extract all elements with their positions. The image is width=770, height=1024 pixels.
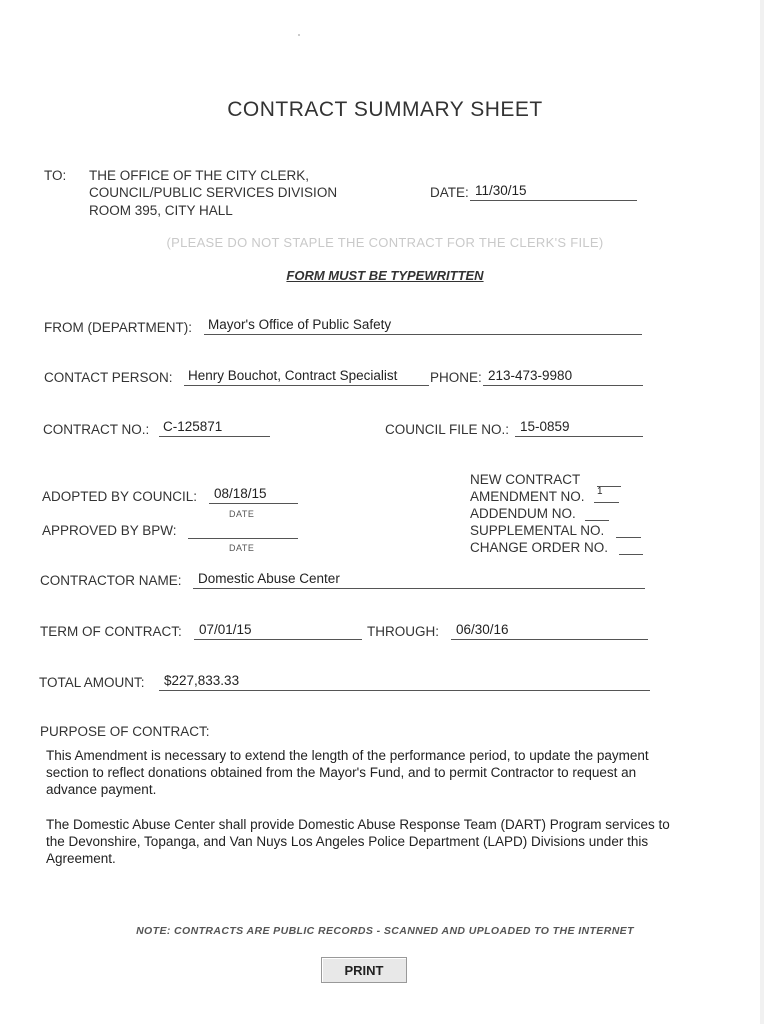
contractor-underline <box>193 588 645 589</box>
staple-notice: (PLEASE DO NOT STAPLE THE CONTRACT FOR THE CLERK'S FILE) <box>166 235 604 250</box>
from-value[interactable]: Mayor's Office of Public Safety <box>208 317 392 332</box>
contact-value[interactable]: Henry Bouchot, Contract Specialist <box>188 368 398 383</box>
contractor-value[interactable]: Domestic Abuse Center <box>198 571 340 586</box>
amendment-no-label: AMENDMENT NO. <box>470 489 585 504</box>
scan-edge-shadow <box>760 0 764 1024</box>
print-button[interactable]: PRINT <box>321 957 407 983</box>
from-underline <box>204 334 642 335</box>
form-notice: FORM MUST BE TYPEWRITTEN <box>286 268 484 283</box>
contract-no-underline <box>159 436 270 437</box>
public-records-note: NOTE: CONTRACTS ARE PUBLIC RECORDS - SCANNED AND UPLOADED TO THE INTERNET <box>136 925 634 937</box>
contact-label: CONTACT PERSON: <box>44 370 173 385</box>
scan-speck <box>298 34 300 36</box>
purpose-paragraph-2: The Domestic Abuse Center shall provide Domestic Abuse Response Team (DART) Program services to the Devonshire, Topanga, and Van Nuys Los Angeles Police Department (LAPD) Divisions under this Agreement. <box>46 817 670 866</box>
adopted-date-caption: DATE <box>229 509 255 519</box>
date-underline <box>470 200 637 201</box>
phone-value[interactable]: 213-473-9980 <box>488 368 573 383</box>
contractor-label: CONTRACTOR NAME: <box>40 573 182 588</box>
term-end-underline <box>451 639 648 640</box>
to-label: TO: <box>44 168 67 183</box>
amendment-no-value[interactable]: 1 <box>597 486 603 497</box>
amendment-no-underline <box>594 502 619 503</box>
contact-underline <box>184 385 429 386</box>
page-title: CONTRACT SUMMARY SHEET <box>227 98 543 121</box>
contract-no-value[interactable]: C-125871 <box>163 419 223 434</box>
supplemental-no-underline <box>616 537 641 538</box>
change-order-no-label: CHANGE ORDER NO. <box>470 540 609 555</box>
through-label: THROUGH: <box>367 624 439 639</box>
council-file-label: COUNCIL FILE NO.: <box>385 422 510 437</box>
council-file-underline <box>515 436 643 437</box>
term-start-value[interactable]: 07/01/15 <box>199 622 252 637</box>
from-label: FROM (DEPARTMENT): <box>44 320 192 335</box>
supplemental-no-label: SUPPLEMENTAL NO. <box>470 523 605 538</box>
addendum-no-underline <box>585 520 609 521</box>
purpose-label: PURPOSE OF CONTRACT: <box>40 724 210 739</box>
total-amount-underline <box>159 690 650 691</box>
approved-label: APPROVED BY BPW: <box>42 523 177 538</box>
date-value[interactable]: 11/30/15 <box>475 183 527 198</box>
purpose-paragraph-1: This Amendment is necessary to extend the length of the performance period, to update the payment section to reflect donations obtained from the Mayor's Fund, and to permit Contractor to request an advance payment. <box>46 748 649 797</box>
phone-label: PHONE: <box>430 370 482 385</box>
council-file-value[interactable]: 15-0859 <box>520 419 570 434</box>
approved-underline <box>188 538 298 539</box>
to-line-3: ROOM 395, CITY HALL <box>89 203 233 218</box>
contract-no-label: CONTRACT NO.: <box>43 422 150 437</box>
to-line-1: THE OFFICE OF THE CITY CLERK, <box>89 168 310 183</box>
change-order-no-underline <box>619 554 643 555</box>
adopted-value[interactable]: 08/18/15 <box>214 486 267 501</box>
adopted-label: ADOPTED BY COUNCIL: <box>42 489 198 504</box>
total-amount-label: TOTAL AMOUNT: <box>39 675 145 690</box>
addendum-no-label: ADDENDUM NO. <box>470 506 576 521</box>
term-label: TERM OF CONTRACT: <box>40 624 182 639</box>
adopted-underline <box>209 503 298 504</box>
new-contract-label: NEW CONTRACT <box>470 472 581 487</box>
to-line-2: COUNCIL/PUBLIC SERVICES DIVISION <box>89 185 338 200</box>
approved-date-caption: DATE <box>229 543 255 553</box>
term-end-value[interactable]: 06/30/16 <box>456 622 509 637</box>
phone-underline <box>483 385 643 386</box>
date-label: DATE: <box>430 185 469 200</box>
total-amount-value[interactable]: $227,833.33 <box>164 673 240 688</box>
term-start-underline <box>194 639 362 640</box>
